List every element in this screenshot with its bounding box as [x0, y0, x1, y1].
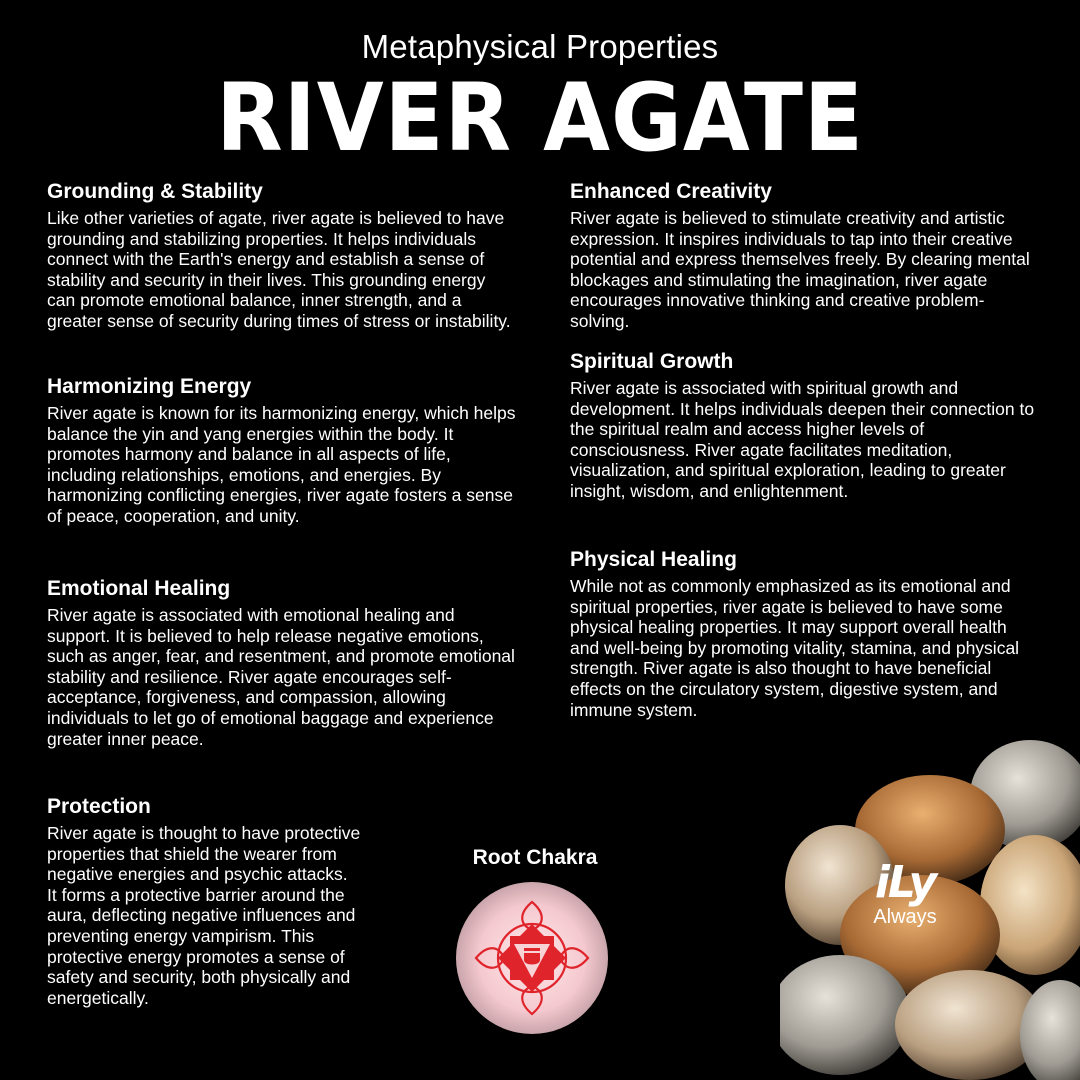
section-heading: Enhanced Creativity [570, 180, 772, 203]
section-heading: Harmonizing Energy [47, 375, 252, 398]
section-heading: Spiritual Growth [570, 350, 734, 373]
logo-mark: iLy [874, 857, 936, 908]
logo-text: Always [873, 906, 937, 928]
root-chakra-icon [454, 880, 610, 1036]
page-subtitle: Metaphysical Properties [361, 28, 719, 65]
section-body: While not as commonly emphasized as its emotional and spiritual properties, river agate is believed to have some physical healing properties. It may support overall health and well-being by promoting vitality, stamina, and physical strength. River agate is also thought to have beneficial effects on the circulatory system, digestive system, and immune system. [570, 576, 1020, 720]
section-grounding-stability [47, 180, 517, 332]
section-body: River agate is thought to have protective properties that shield the wearer from negative energies and psychic attacks. It forms a protective barrier around the aura, deflecting negative influences and preventing energy vampirism. This protective energy promotes a sense of safety and security, both physically and energetically. [47, 823, 361, 1008]
section-heading: Emotional Healing [47, 577, 231, 600]
section-body: River agate is known for its harmonizing energy, which helps balance the yin and yang energies within the body. It promotes harmony and balance in all aspects of life, including relationships, emotions, and energies. By harmonizing conflicting energies, river agate fosters a sense of peace, cooperation, and unity. [47, 403, 516, 526]
section-protection [47, 795, 362, 1008]
section-spiritual-growth [570, 350, 1040, 502]
section-harmonizing-energy [47, 375, 517, 527]
section-body: River agate is associated with spiritual growth and development. It helps individuals deepen their connection to the spiritual realm and access higher levels of consciousness. River agate facilitates meditation, visualization, and spiritual exploration, leading to greater insight, wisdom, and enlightenment. [570, 378, 1035, 501]
section-emotional-healing [47, 577, 517, 749]
section-body: Like other varieties of agate, river agate is believed to have grounding and stabilizing properties. It helps individuals connect with the Earth's energy and establish a sense of stability and security in their lives. This grounding energy can promote emotional balance, inner strength, and a greater sense of security during times of stress or instability. [47, 208, 511, 331]
section-heading: Grounding & Stability [47, 180, 263, 203]
chakra-label: Root Chakra [472, 846, 598, 869]
page-title: RIVER AGATE [216, 64, 864, 173]
section-physical-healing [570, 548, 1040, 720]
section-heading: Physical Healing [570, 548, 737, 571]
section-body: River agate is associated with emotional healing and support. It is believed to help release negative emotions, such as anger, fear, and resentment, and promote emotional stability and resilience. River agate encourages self-acceptance, forgiveness, and compassion, allowing individuals to let go of emotional baggage and experience greater inner peace. [47, 605, 515, 749]
section-enhanced-creativity [570, 180, 1040, 332]
section-heading: Protection [47, 795, 151, 818]
section-body: River agate is believed to stimulate creativity and artistic expression. It inspires individuals to tap into their creative potential and express themselves freely. By clearing mental blockages and stimulating the imagination, river agate encourages innovative thinking and creative problem-solving. [570, 208, 1030, 331]
brand-logo [855, 857, 955, 950]
